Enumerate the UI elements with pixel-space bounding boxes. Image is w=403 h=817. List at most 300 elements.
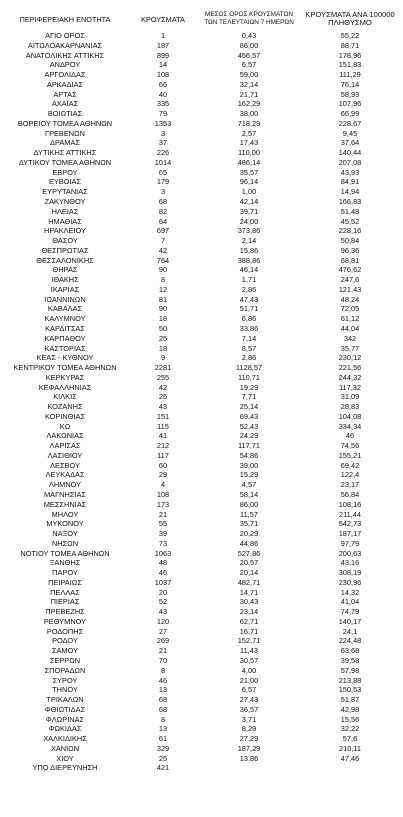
unit-cell: ΣΑΜΟΥ <box>51 646 79 656</box>
table-row <box>0 519 403 529</box>
rate-cell: 122,4 <box>340 470 360 480</box>
rate-cell: 166,83 <box>338 197 362 207</box>
cases-cell: 226 <box>156 148 170 158</box>
cases-cell: 115 <box>157 421 169 431</box>
table-row <box>0 285 403 295</box>
table-row <box>0 422 403 432</box>
table-row <box>0 500 403 510</box>
rate-cell: 57,98 <box>340 665 360 675</box>
average-cell: 388,86 <box>237 255 261 265</box>
rate-cell: 228,16 <box>338 226 362 236</box>
unit-cell: ΜΗΛΟΥ <box>51 509 79 519</box>
unit-cell: ΚΙΛΚΙΣ <box>53 392 77 402</box>
table-row <box>0 80 403 90</box>
unit-cell: ΚΑΛΥΜΝΟΥ <box>44 314 86 324</box>
unit-cell: ΙΘΑΚΗΣ <box>51 275 79 285</box>
average-cell: 32,14 <box>239 79 259 89</box>
average-cell: 36,57 <box>239 704 259 714</box>
average-cell: 110,00 <box>237 148 261 158</box>
cases-cell: 48 <box>158 558 168 568</box>
unit-cell: ΚΟΡΙΝΘΙΑΣ <box>44 411 86 421</box>
average-cell: 20,57 <box>239 558 259 568</box>
average-cell: 24,00 <box>239 216 259 226</box>
cases-cell: 27 <box>158 626 168 636</box>
cases-cell: 68 <box>158 197 168 207</box>
header-regional-unit: ΠΕΡΙΦΕΡΕΙΑΚΗ ΕΝΟΤΗΤΑ <box>19 15 111 24</box>
table-row <box>0 763 403 773</box>
table-row <box>0 344 403 354</box>
table-row <box>0 568 403 578</box>
rate-cell: 74,79 <box>340 607 360 617</box>
average-cell: 21,00 <box>239 675 259 685</box>
cases-cell: 68 <box>158 695 168 705</box>
unit-cell: ΓΡΕΒΕΝΩΝ <box>45 128 85 138</box>
average-cell: 47,43 <box>239 294 259 304</box>
average-cell: 96,14 <box>239 177 259 187</box>
average-cell: 19,29 <box>239 382 259 392</box>
table-row <box>0 109 403 119</box>
unit-cell: ΦΩΚΙΔΑΣ <box>48 724 82 734</box>
rate-cell: 35,77 <box>340 343 360 353</box>
cases-cell: 42 <box>158 382 168 392</box>
unit-cell: ΚΩ <box>59 421 71 431</box>
cases-cell: 82 <box>158 206 168 216</box>
cases-cell: 25 <box>158 333 168 343</box>
cases-cell: 1037 <box>154 577 172 587</box>
table-row <box>0 51 403 61</box>
average-cell: 59,00 <box>239 70 259 80</box>
cases-cell: 60 <box>158 460 168 470</box>
rate-cell: 14,94 <box>340 187 360 197</box>
cases-cell: 55 <box>158 519 168 529</box>
cases-cell: 41 <box>158 431 168 441</box>
cases-cell: 13 <box>158 724 168 734</box>
rate-cell: 207,08 <box>338 157 362 167</box>
table-row <box>0 129 403 139</box>
cases-cell: 61 <box>158 734 168 744</box>
table-row <box>0 236 403 246</box>
average-cell: 33,86 <box>239 323 259 333</box>
unit-cell: ΛΕΣΒΟΥ <box>50 460 80 470</box>
rate-cell: 76,14 <box>340 79 360 89</box>
cases-cell: 173 <box>156 499 170 509</box>
cases-cell: 21 <box>158 509 168 519</box>
unit-cell: ΡΟΔΟΠΗΣ <box>46 626 84 636</box>
average-cell: 456,57 <box>237 50 261 60</box>
average-cell: 13,86 <box>239 753 259 763</box>
average-cell: 1,00 <box>241 187 257 197</box>
rate-cell: 224,48 <box>338 636 362 646</box>
table-row <box>0 431 403 441</box>
table-row <box>0 314 403 324</box>
unit-cell: ΣΕΡΡΩΝ <box>49 656 81 665</box>
table-row <box>0 353 403 363</box>
average-cell: 69,43 <box>239 411 259 421</box>
rate-cell: 32,22 <box>340 724 360 734</box>
unit-cell: ΤΗΝΟΥ <box>52 685 78 695</box>
rate-cell: 84,91 <box>340 177 360 187</box>
unit-cell: ΒΟΡΕΙΟΥ ΤΟΜΕΑ ΑΘΗΝΩΝ <box>17 118 113 128</box>
cases-cell: 81 <box>158 294 168 304</box>
unit-cell: ΚΑΒΑΛΑΣ <box>47 304 83 314</box>
average-cell: 30,43 <box>239 597 259 607</box>
table-row <box>0 60 403 70</box>
rate-cell: 96,36 <box>340 245 360 255</box>
unit-cell: ΠΙΕΡΙΑΣ <box>50 597 80 607</box>
average-cell: 162,29 <box>237 99 261 109</box>
unit-cell: ΣΥΡΟΥ <box>52 675 78 685</box>
rate-cell: 41,04 <box>340 597 360 607</box>
cases-cell: 52 <box>158 597 168 607</box>
average-cell: 11,43 <box>240 646 258 656</box>
average-cell: 35,71 <box>239 519 259 529</box>
table-row <box>0 177 403 187</box>
rate-cell: 39,58 <box>340 656 360 665</box>
average-cell: 187,29 <box>237 743 261 753</box>
average-cell: 20,14 <box>239 568 259 578</box>
unit-cell: ΕΥΒΟΙΑΣ <box>48 177 82 187</box>
average-cell: 7,71 <box>241 392 257 402</box>
rate-cell: 121,43 <box>338 284 362 294</box>
rate-cell: 211,44 <box>338 509 362 519</box>
cases-cell: 43 <box>158 607 168 617</box>
cases-cell: 50 <box>158 323 168 333</box>
cases-cell: 212 <box>156 441 170 451</box>
unit-cell: ΘΕΣΣΑΛΟΝΙΚΗΣ <box>36 255 94 265</box>
table-row <box>0 373 403 383</box>
rate-cell: 308,19 <box>338 568 362 578</box>
average-cell: 21,71 <box>239 89 259 99</box>
rate-cell: 61,12 <box>340 314 360 324</box>
unit-cell: ΛΑΡΙΣΑΣ <box>49 441 81 451</box>
rate-cell: 15,56 <box>340 714 360 724</box>
rate-cell: 74,56 <box>340 441 360 451</box>
table-row <box>0 627 403 637</box>
rate-cell: 68,81 <box>340 255 360 265</box>
average-cell: 0,43 <box>241 31 257 40</box>
table-row <box>0 334 403 344</box>
table-row <box>0 70 403 80</box>
header-cases-per-100000: ΚΡΟΥΣΜΑΤΑ ΑΝΑ 100000 ΠΛΗΘΥΣΜΟ <box>305 10 395 27</box>
average-cell: 110,71 <box>237 372 261 382</box>
table-row <box>0 588 403 598</box>
cases-cell: 40 <box>158 89 168 99</box>
rate-cell: 334,34 <box>338 421 362 431</box>
rate-cell: 88,71 <box>340 40 360 50</box>
cases-cell: 108 <box>156 70 170 80</box>
table-row <box>0 119 403 129</box>
table-row <box>0 539 403 549</box>
rate-cell: 151,83 <box>338 60 362 70</box>
unit-cell: ΗΛΕΙΑΣ <box>51 206 79 216</box>
average-cell: 86,00 <box>239 499 259 509</box>
average-cell: 46,14 <box>239 265 259 275</box>
cases-cell: 39 <box>158 529 168 539</box>
unit-cell: ΔΡΑΜΑΣ <box>50 138 80 148</box>
table-row <box>0 402 403 412</box>
unit-cell: ΝΟΤΙΟΥ ΤΟΜΕΑ ΑΘΗΝΩΝ <box>20 548 110 558</box>
cases-cell: 151 <box>156 411 170 421</box>
average-cell: 51,71 <box>239 304 259 314</box>
cases-cell: 108 <box>156 489 170 499</box>
rate-cell: 44,04 <box>340 323 360 333</box>
cases-cell: 37 <box>158 138 168 148</box>
unit-cell: ΘΕΣΠΡΩΤΙΑΣ <box>41 245 89 255</box>
cases-cell: 43 <box>158 402 168 412</box>
table-row <box>0 412 403 422</box>
average-cell: 39,00 <box>239 460 259 470</box>
cases-cell: 8 <box>160 714 166 724</box>
unit-cell: ΛΑΚΩΝΙΑΣ <box>46 431 84 441</box>
unit-cell: ΑΙΤΩΛΟΑΚΑΡΝΑΝΙΑΣ <box>27 40 103 50</box>
cases-cell: 1 <box>160 31 166 40</box>
rate-cell: 230,96 <box>338 577 362 587</box>
cases-cell: 42 <box>158 245 168 255</box>
average-cell: 24,29 <box>239 431 259 441</box>
average-cell: 152,71 <box>237 636 261 646</box>
table-row <box>0 617 403 627</box>
unit-cell: ΚΟΖΑΝΗΣ <box>47 402 83 412</box>
table-row <box>0 666 403 676</box>
rate-cell: 187,17 <box>338 529 362 539</box>
table-row <box>0 295 403 305</box>
unit-cell: ΙΩΑΝΝΙΝΩΝ <box>44 294 86 304</box>
cases-cell: 25 <box>158 392 168 402</box>
table-row <box>0 256 403 266</box>
cases-cell: 764 <box>156 255 170 265</box>
table-row <box>0 646 403 656</box>
rate-cell: 47,46 <box>340 753 360 763</box>
cases-cell: 18 <box>158 314 168 324</box>
average-cell: 6,57 <box>241 60 257 70</box>
cases-cell: 269 <box>156 636 170 646</box>
average-cell: 373,86 <box>237 226 261 236</box>
average-cell: 86,00 <box>239 40 259 50</box>
table-row <box>0 265 403 275</box>
unit-cell: ΜΑΓΝΗΣΙΑΣ <box>44 489 86 499</box>
unit-cell: ΜΥΚΟΝΟΥ <box>46 519 84 529</box>
average-cell: 8,29 <box>241 724 257 734</box>
unit-cell: ΡΟΔΟΥ <box>52 636 78 646</box>
rate-cell: 31,09 <box>340 392 360 402</box>
cases-cell: 187 <box>156 40 170 50</box>
table-row <box>0 158 403 168</box>
table-row <box>0 656 403 666</box>
unit-cell: ΛΕΥΚΑΔΑΣ <box>45 470 85 480</box>
cases-cell: 8 <box>160 665 166 675</box>
rate-cell: 210,11 <box>338 743 362 753</box>
rate-cell: 200,63 <box>338 548 362 558</box>
table-row <box>0 197 403 207</box>
cases-cell: 20 <box>158 587 168 597</box>
table-row <box>0 226 403 236</box>
rate-cell: 46 <box>345 431 355 441</box>
table-row <box>0 734 403 744</box>
cases-cell: 21 <box>158 646 168 656</box>
rate-cell: 228,67 <box>338 118 362 128</box>
table-row <box>0 168 403 178</box>
cases-cell: 14 <box>158 60 168 70</box>
unit-cell: ΒΟΙΩΤΙΑΣ <box>47 109 83 119</box>
cases-cell: 25 <box>158 753 168 763</box>
average-cell: 2,14 <box>241 236 257 246</box>
average-cell: 6,86 <box>241 314 257 324</box>
unit-cell: ΑΝΔΡΟΥ <box>49 60 81 70</box>
rate-cell: 178,96 <box>338 50 362 60</box>
rate-cell: 37,64 <box>340 138 360 148</box>
average-cell: 7,14 <box>241 333 257 343</box>
cases-cell: 12 <box>158 284 168 294</box>
average-cell: 52,43 <box>239 421 259 431</box>
table-row <box>0 490 403 500</box>
unit-cell: ΕΥΡΥΤΑΝΙΑΣ <box>42 187 88 197</box>
rate-cell: 72,05 <box>340 304 360 314</box>
rate-cell: 57,6 <box>342 734 358 744</box>
unit-cell: ΝΗΣΩΝ <box>51 538 79 548</box>
table-row <box>0 578 403 588</box>
unit-cell: ΤΡΙΚΑΛΩΝ <box>46 695 84 705</box>
rate-cell: 97,79 <box>340 538 360 548</box>
cases-cell: 1063 <box>154 548 172 558</box>
cases-cell: 117 <box>157 450 169 460</box>
unit-cell: ΕΒΡΟΥ <box>52 167 78 177</box>
cases-cell: 697 <box>156 226 170 236</box>
cases-cell: 68 <box>158 704 168 714</box>
average-cell: 117,71 <box>237 441 261 451</box>
rate-cell: 45,52 <box>340 216 360 226</box>
rate-cell: 111,29 <box>339 70 361 80</box>
unit-cell: ΛΑΣΙΘΙΟΥ <box>47 450 83 460</box>
rate-cell: 28,83 <box>340 402 360 412</box>
unit-cell: ΧΙΟΥ <box>56 753 74 763</box>
average-cell: 1128,57 <box>235 363 263 373</box>
average-cell: 8,57 <box>241 343 257 353</box>
table-row <box>0 695 403 705</box>
rate-cell: 51,48 <box>340 206 360 216</box>
rate-cell: 56,84 <box>340 489 360 499</box>
unit-cell: ΗΜΑΘΙΑΣ <box>48 216 82 226</box>
rate-cell: 140,44 <box>338 148 362 158</box>
cases-cell: 1014 <box>154 157 172 167</box>
table-row <box>0 304 403 314</box>
average-cell: 718,29 <box>237 118 261 128</box>
unit-cell: ΔΥΤΙΚΗΣ ΑΤΤΙΚΗΣ <box>33 148 97 158</box>
cases-cell: 66 <box>158 79 168 89</box>
cases-cell: 8 <box>160 275 166 285</box>
cases-cell: 255 <box>156 372 170 382</box>
average-cell: 527,86 <box>237 548 261 558</box>
cases-cell: 90 <box>158 265 168 275</box>
table-row <box>0 275 403 285</box>
table-row <box>0 461 403 471</box>
header-seven-day-average: ΜΕΣΟΣ ΟΡΟΣ ΚΡΟΥΣΜΑΤΩΝ ΤΩΝ ΤΕΛΕΥΤΑΙΩΝ 7 ΗΜΕΡΩΝ <box>204 11 294 26</box>
unit-cell: ΝΑΞΟΥ <box>52 529 78 539</box>
unit-cell: ΔΥΤΙΚΟΥ ΤΟΜΕΑ ΑΘΗΝΩΝ <box>18 157 112 167</box>
cases-cell: 90 <box>158 304 168 314</box>
rate-cell: 43,16 <box>340 558 360 568</box>
table-row <box>0 558 403 568</box>
table-row <box>0 724 403 734</box>
average-cell: 30,57 <box>239 656 259 665</box>
table-row <box>0 470 403 480</box>
cases-cell: 3 <box>160 128 166 138</box>
average-cell: 27,43 <box>239 695 259 705</box>
table-row <box>0 480 403 490</box>
unit-cell: ΚΑΣΤΟΡΙΑΣ <box>44 343 86 353</box>
average-cell: 486,14 <box>237 157 261 167</box>
rate-cell: 69,42 <box>340 460 360 470</box>
rate-cell: 117,32 <box>338 382 362 392</box>
rate-cell: 51,87 <box>340 695 360 705</box>
unit-cell: ΚΕΦΑΛΛΗΝΙΑΣ <box>38 382 92 392</box>
rate-cell: 9,45 <box>342 128 358 138</box>
rate-cell: 221,56 <box>338 363 362 373</box>
rate-cell: 63,68 <box>340 646 360 656</box>
table-row <box>0 138 403 148</box>
cases-cell: 18 <box>158 343 168 353</box>
unit-cell: ΠΑΡΟΥ <box>52 568 78 578</box>
unit-cell: ΡΕΘΥΜΝΟΥ <box>43 616 87 626</box>
cases-cell: 46 <box>158 675 168 685</box>
average-cell: 25,14 <box>239 402 259 412</box>
average-cell: 2,86 <box>241 353 257 363</box>
unit-cell: ΞΑΝΘΗΣ <box>49 558 81 568</box>
rate-cell: 14,32 <box>340 587 360 597</box>
cases-cell: 65 <box>158 167 168 177</box>
unit-cell: ΠΕΛΛΑΣ <box>50 587 80 597</box>
unit-cell: ΚΑΡΠΑΘΟΥ <box>44 333 86 343</box>
rate-cell: 48,24 <box>340 294 360 304</box>
table-row <box>0 148 403 158</box>
cases-cell: 179 <box>156 177 170 187</box>
table-row <box>0 636 403 646</box>
table-row <box>0 754 403 764</box>
unit-cell: ΣΠΟΡΑΔΩΝ <box>44 665 86 675</box>
rate-cell: 50,84 <box>340 236 360 246</box>
unit-cell: ΧΑΛΚΙΔΙΚΗΣ <box>43 734 87 744</box>
average-cell: 3,71 <box>241 714 257 724</box>
average-cell: 39,71 <box>239 206 259 216</box>
average-cell: 44,86 <box>239 538 259 548</box>
rate-cell: 247,6 <box>340 275 360 285</box>
average-cell: 2,57 <box>241 128 257 138</box>
table-row <box>0 744 403 754</box>
table-row <box>0 90 403 100</box>
unit-cell: ΑΡΓΟΛΙΔΑΣ <box>44 70 86 80</box>
rate-cell: 542,73 <box>338 519 362 529</box>
header-cases: ΚΡΟΥΣΜΑΤΑ <box>141 15 185 24</box>
table-row <box>0 99 403 109</box>
unit-cell: ΦΛΩΡΙΝΑΣ <box>45 714 85 724</box>
unit-cell: ΚΕΝΤΡΙΚΟΥ ΤΟΜΕΑ ΑΘΗΝΩΝ <box>13 363 117 373</box>
average-cell: 1,71 <box>241 275 257 285</box>
rate-cell: 108,16 <box>338 499 362 509</box>
table-row <box>0 529 403 539</box>
table-row <box>0 324 403 334</box>
cases-cell: 2281 <box>154 363 172 373</box>
table-row <box>0 441 403 451</box>
average-cell: 20,29 <box>239 529 259 539</box>
unit-cell: ΠΕΙΡΑΙΩΣ <box>48 577 82 587</box>
cases-cell: 46 <box>158 568 168 578</box>
average-cell: 27,29 <box>239 734 259 744</box>
unit-cell: ΖΑΚΥΝΘΟΥ <box>44 197 86 207</box>
table-row <box>0 715 403 725</box>
rate-cell: 244,32 <box>338 372 362 382</box>
cases-cell: 7 <box>160 236 166 246</box>
table-row <box>0 246 403 256</box>
cases-cell: 70 <box>158 656 168 665</box>
